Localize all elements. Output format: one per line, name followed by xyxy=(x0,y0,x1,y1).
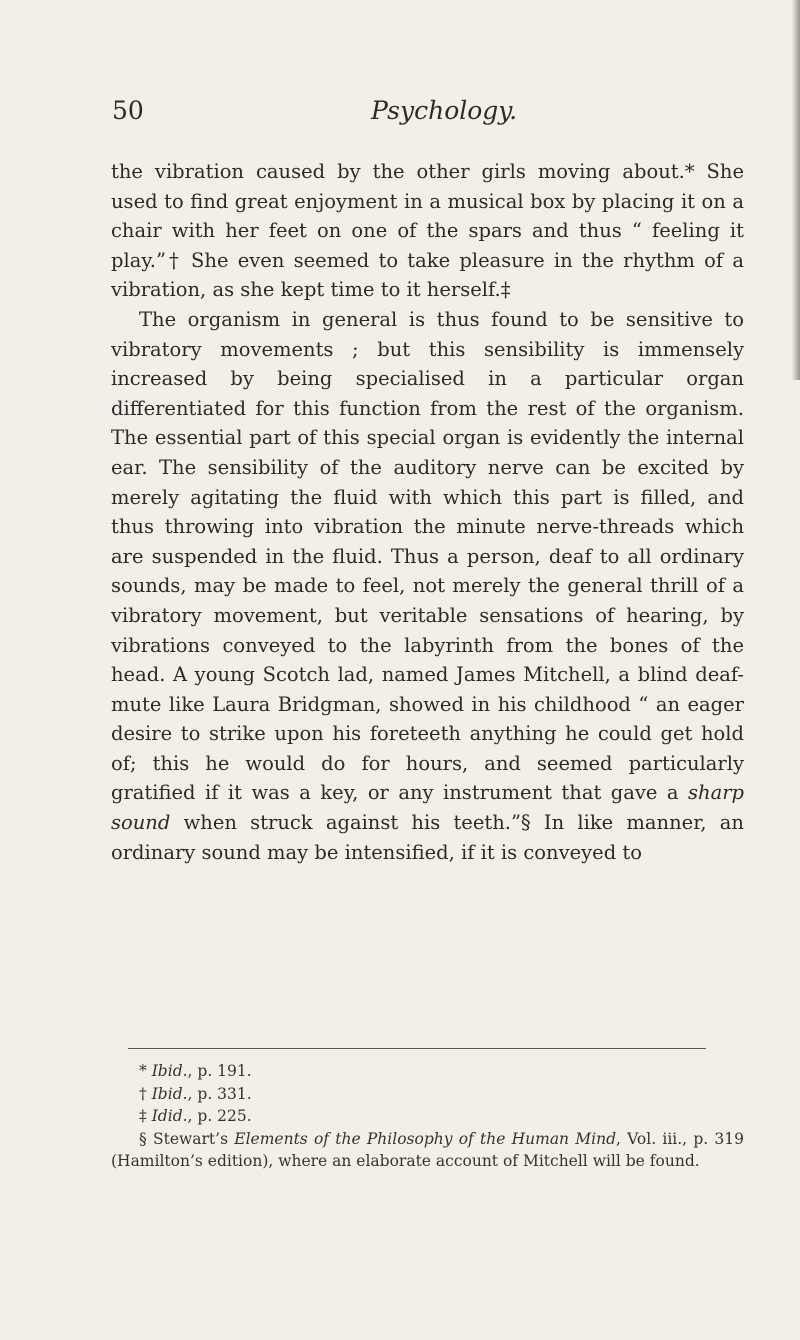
footnote-separator-rule xyxy=(128,1048,706,1049)
footnote-page: , p. 225. xyxy=(187,1107,252,1125)
footnote-details: , Vol. iii., p. 319 (Hamilton’s edition), where an elaborate account of Mitchell will be found. xyxy=(111,1129,744,1170)
footnote-source: Ibid. xyxy=(151,1084,188,1103)
footnotes xyxy=(111,1060,744,1173)
body-text xyxy=(111,157,744,867)
footnote-mark: ‡ xyxy=(139,1107,152,1125)
footnote-mark: † xyxy=(139,1084,152,1103)
paragraph-2-text-b: when struck against his teeth.”§ In like manner, an ordinary sound may be intensified, if it is conveyed to xyxy=(111,811,744,864)
footnote-source: Idid. xyxy=(151,1107,188,1125)
running-title: Psychology. xyxy=(371,96,518,125)
paragraph-organism xyxy=(111,305,744,867)
footnote-page: , p. 331. xyxy=(187,1084,252,1103)
paragraph-continued xyxy=(111,157,744,305)
footnote-author: Stewart’s xyxy=(152,1129,235,1148)
paragraph-1-text: the vibration caused by the other girls moving about.* She used to find great enjoyment in a musical box by placing it on a chair with her feet on one of the spars and thus “ feeling it play.”† She even seemed to take pleasure in the rhythm of a vibration, as she kept time to it herself.‡ xyxy=(111,160,744,302)
paragraph-2-text-a: The organism in general is thus found to be sensitive to vibratory movements ; but this sensibility is immensely increased by being specialised in a particular organ differentiated for this function from the rest of the organism. The essential part of this special organ is evidently the internal ear. The sensibility of the auditory nerve can be excited by merely agitating the fluid with which this part is filled, and thus throwing into vibration the minute nerve-threads which are suspended in the fluid. Thus a person, deaf to all ordinary sounds, may be made to feel, not merely the general thrill of a vibratory movement, but veritable sensations of hearing, by vibrations conveyed to the labyrinth from the bones of the head. A young Scotch lad, named James Mitchell, a blind deaf-mute like Laura Bridgman, showed in his childhood “ an eager desire to strike upon his foreteeth anything he could get hold of; this he would do for hours, and seemed particularly gratified if it was a key, or any instrument that gave a xyxy=(111,307,744,805)
footnote-1 xyxy=(111,1060,744,1083)
footnote-4 xyxy=(111,1128,744,1173)
italic-phrase-sharp-sound: sharp sound xyxy=(111,781,744,835)
footnote-source: Ibid. xyxy=(151,1062,188,1080)
page-number: 50 xyxy=(112,96,144,125)
footnote-book-title: Elements of the Philosophy of the Human Mind xyxy=(234,1129,616,1148)
footnote-mark: * xyxy=(139,1062,152,1080)
footnote-3 xyxy=(111,1105,744,1128)
page-edge-shadow xyxy=(792,0,800,380)
footnote-page: , p. 191. xyxy=(187,1062,252,1080)
footnote-2 xyxy=(111,1083,744,1106)
footnote-mark: § xyxy=(139,1129,153,1148)
